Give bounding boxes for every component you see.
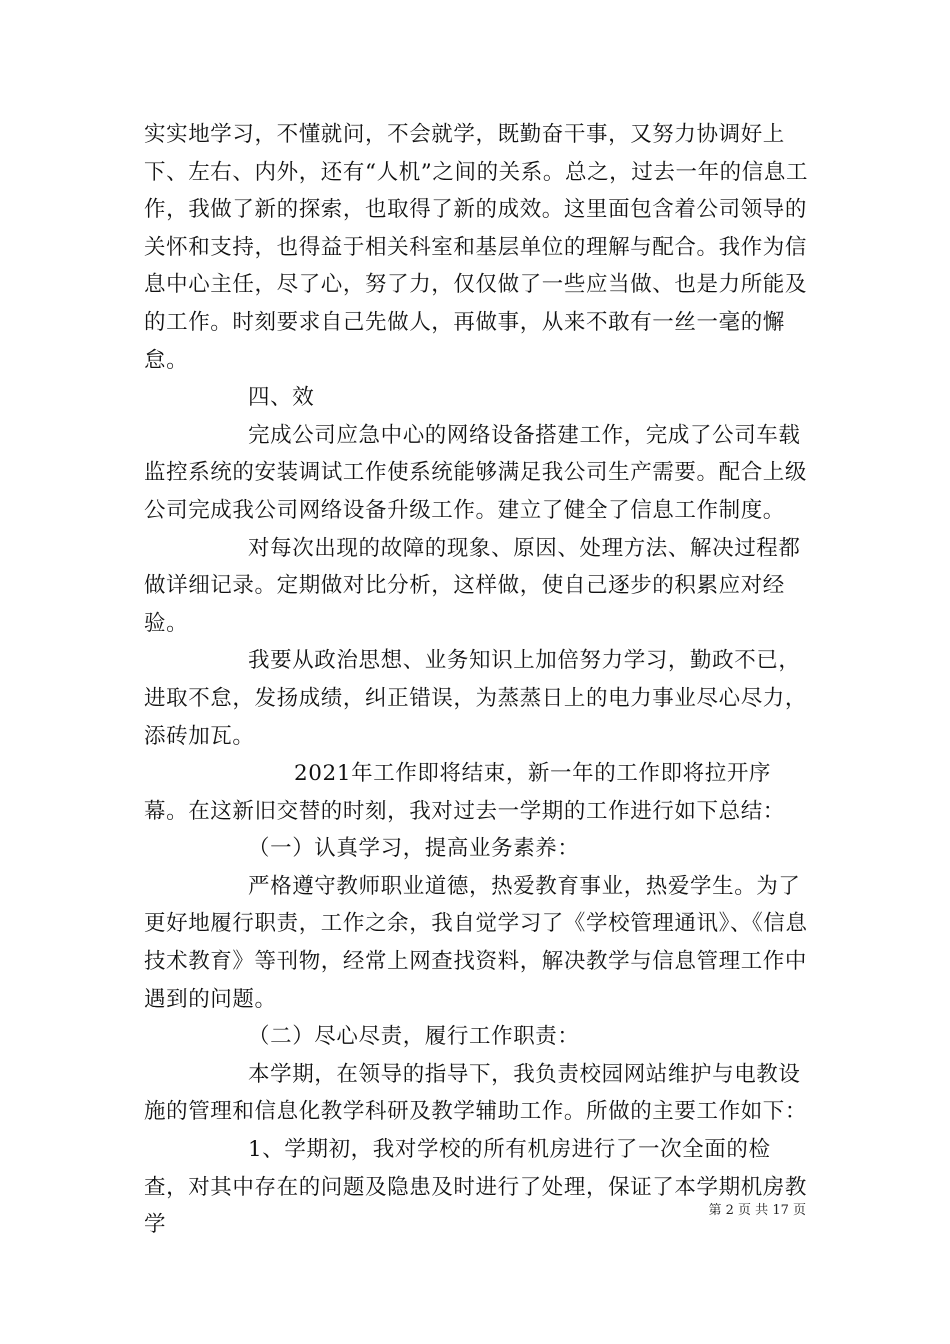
paragraph: 我要从政治思想、业务知识上加倍努力学习，勤政不已，进取不怠，发扬成绩，纠正错误，为蒸蒸日上的电力事业尽心尽力，添砖加瓦。 [144,648,808,749]
paragraph: 1、学期初，我对学校的所有机房进行了一次全面的检查，对其中存在的问题及隐患及时进行了处理，保证了本学期机房教学 [144,1137,808,1238]
paragraph: 2021年工作即将结束，新一年的工作即将拉开序幕。在这新旧交替的时刻，我对过去一学期的工作进行如下总结： [144,761,785,824]
paragraph: 完成公司应急中心的网络设备搭建工作，完成了公司车载监控系统的安装调试工作使系统能够满足我公司生产需要。配合上级公司完成我公司网络设备升级工作。建立了健全了信息工作制度。 [144,422,808,523]
subsection-heading: （一）认真学习，提高业务素养： [248,836,580,862]
subsection-heading: （二）尽心尽责，履行工作职责： [248,1024,580,1050]
section-heading: 四、效 [248,385,315,411]
paragraph: 本学期，在领导的指导下，我负责校园网站维护与电教设施的管理和信息化教学科研及教学辅助工作。所做的主要工作如下： [144,1061,808,1125]
document-body [144,116,810,1244]
paragraph-continuation: 实实地学习，不懂就问，不会就学，既勤奋干事，又努力协调好上下、左右、内外，还有“人机”之间的关系。总之，过去一年的信息工作，我做了新的探索，也取得了新的成效。这里面包含着公司领导的关怀和支持，也得益于相关科室和基层单位的理解与配合。我作为信息中心主任，尽了心，努了力，仅仅做了一些应当做、也是力所能及的工作。时刻要求自己先做人，再做事，从来不敢有一丝一毫的懈怠。 [144,122,809,373]
paragraph: 对每次出现的故障的现象、原因、处理方法、解决过程都做详细记录。定期做对比分析，这样做，使自己逐步的积累应对经验。 [144,535,801,636]
page-number-footer: 第 2 页 共 17 页 [708,1203,806,1218]
paragraph: 严格遵守教师职业道德，热爱教育事业，热爱学生。为了更好地履行职责，工作之余，我自觉学习了《学校管理通讯》、《信息技术教育》等刊物，经常上网查找资料，解决教学与信息管理工作中遇到的问题。 [144,873,808,1012]
